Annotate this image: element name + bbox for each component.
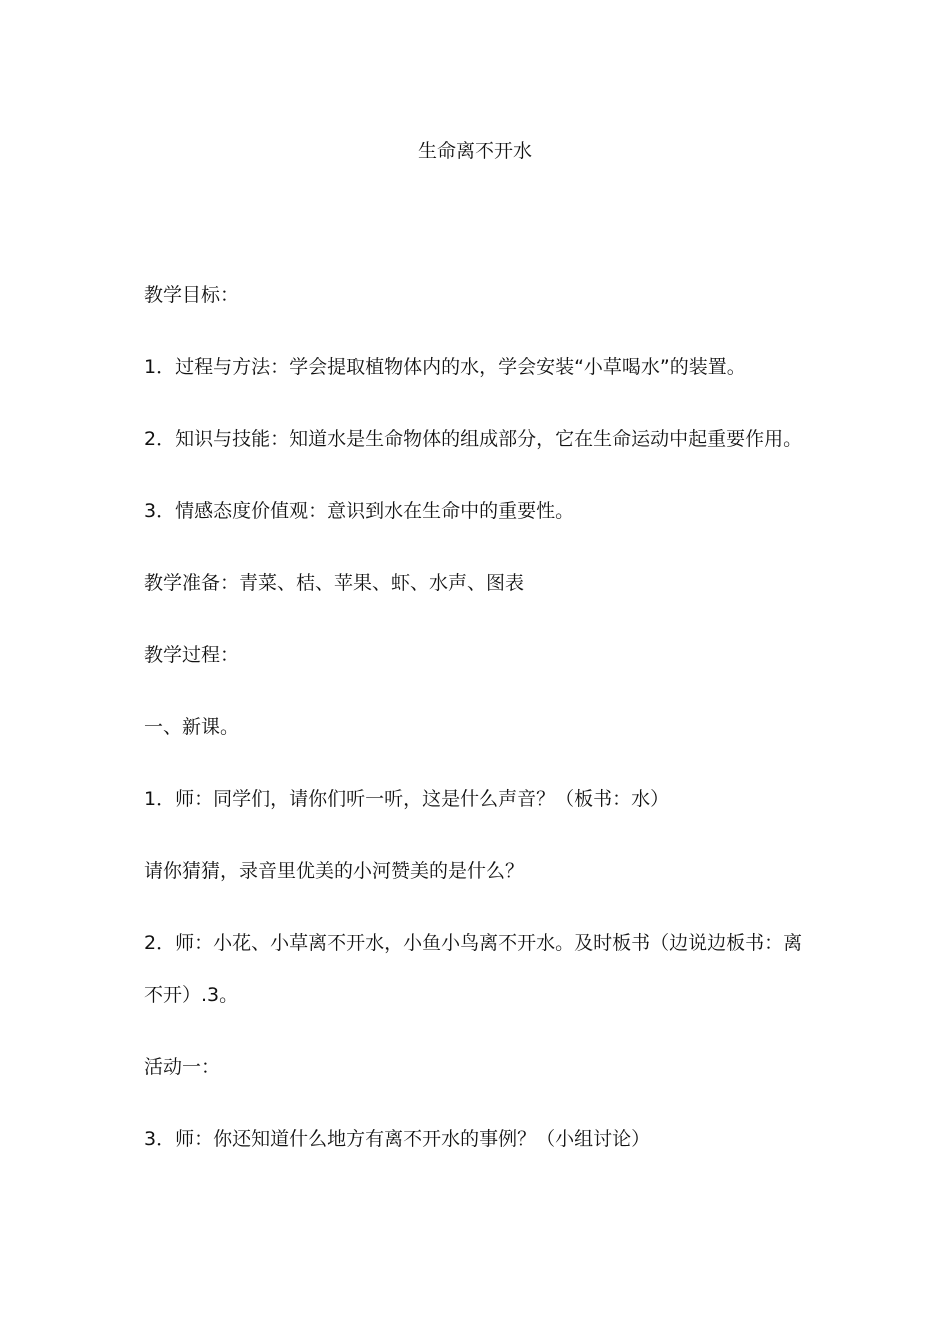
goal-item-3: 3．情感态度价值观：意识到水在生命中的重要性。	[144, 500, 575, 522]
goal-item-1: 1．过程与方法：学会提取植物体内的水，学会安装“小草喝水”的装置。	[144, 356, 746, 378]
process-item-3: 3．师：你还知道什么地方有离不开水的事例？（小组讨论）	[144, 1128, 651, 1150]
goal-item-2: 2．知识与技能：知道水是生命物体的组成部分，它在生命运动中起重要作用。	[144, 428, 803, 450]
process-question: 请你猜猜，录音里优美的小河赞美的是什么？	[144, 860, 525, 882]
heading-teaching-process: 教学过程：	[144, 644, 240, 666]
section-new-lesson: 一、新课。	[144, 716, 240, 738]
process-item-2-continued: 不开）.3。	[144, 984, 239, 1006]
document-title: 生命离不开水	[417, 140, 532, 162]
process-item-2: 2．师：小花、小草离不开水，小鱼小鸟离不开水。及时板书（边说边板书：离	[144, 932, 803, 954]
process-item-1: 1．师：同学们，请你们听一听，这是什么声音？（板书：水）	[144, 788, 670, 810]
heading-teaching-goals: 教学目标：	[144, 284, 240, 306]
heading-activity-one: 活动一：	[144, 1056, 221, 1078]
teaching-preparation: 教学准备：青菜、桔、苹果、虾、水声、图表	[144, 572, 525, 594]
